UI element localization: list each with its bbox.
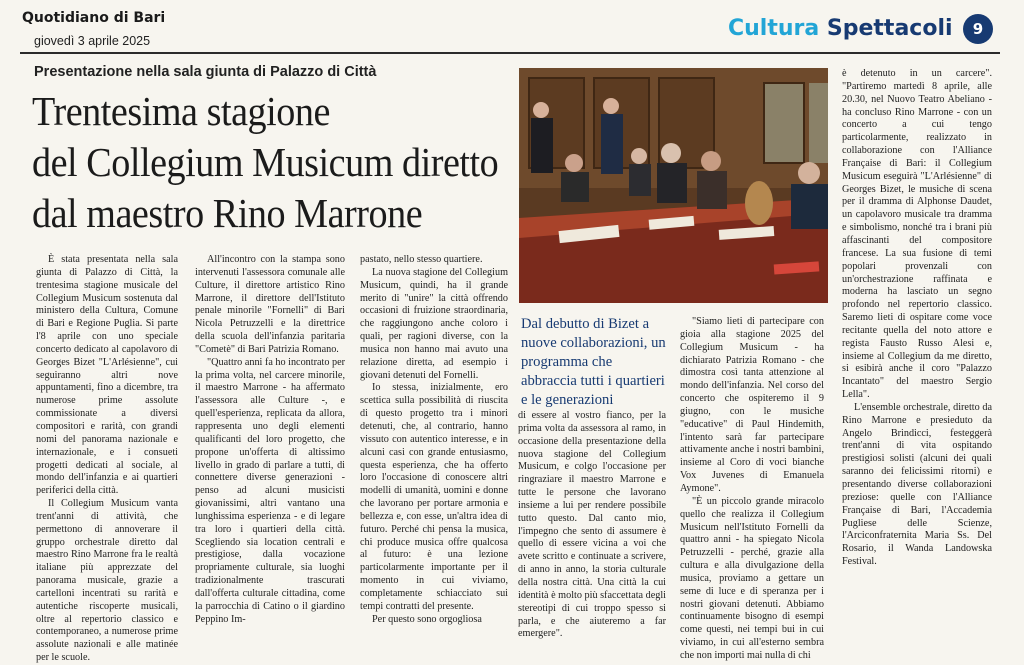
press-conference-photo — [519, 68, 828, 303]
article-column-6 — [842, 68, 992, 569]
paragraph: "Siamo lieti di partecipare con gioia alla stagione 2025 del Collegium Musicum - ha dichiarato Patrizia Romano - che dimostra così tanta attenzione al mondo dell'infanzia. Nel corso del concerto che ospiteremo il 9 giugno, con le musiche "educative" di Paul Hindemith, l'intento sarà far partecipare attivamente anche i nostri bambini, insieme al Coro di voci bianche Vox Juvenes di Emanuela Aymone". — [680, 316, 824, 494]
masthead-logo: Quotidiano di Bari — [22, 10, 166, 26]
article-column-2 — [195, 254, 345, 626]
paragraph: È stata presentata nella sala giunta di Palazzo di Città, la trentesima stagione musicale del Collegium Musicum sostenuta dal ministero della Cultura, Comune di Bari e Regione Puglia. Si parte l'8 aprile con uno speciale concerto dedicato al capolavoro di Georges Bizet "L'Arlésienne", cui seguiranno altri nove appuntamenti, fino a dicembre, tra numerose prime assolute commissionate a diversi compositori e rarità, con grandi nomi del panorama nazionale e internazionale, e i consueti progetti dedicati al sociale, al mondo dell'infanzia e ai quartieri periferici della città. — [36, 254, 178, 497]
paragraph: è detenuto in un carcere". "Partiremo martedì 8 aprile, alle 20.30, nel Nuovo Teatro Abeliano - ha concluso Rino Marrone - con un concerto a cui tengo particolarmente, realizzato in collaborazione con l'Alliance Française di Bari: il Collegium Musicum eseguirà "L'Arlésienne" di Georges Bizet, le musiche di scena per il dramma di Alphonse Daudet, un capolavoro musicale tra dramma e simbolismo, nonché tra i brani più affascinanti del compositore francese. La sua fusione di temi popolari provenzali con un'orchestrazione raffinata e moderna ha lasciato un segno profondo nel repertorio classico. Saremo lieti di ospitare come voce recitante quella del noto attore e regista Fausto Russo Alesi e, insieme al Collegium da me diretto, si esibirà anche il coro "Palazzo Incantato" del maestro Sergio Lella". — [842, 68, 992, 401]
article-column-4 — [518, 410, 666, 641]
paragraph: "È un piccolo grande miracolo quello che realizza il Collegium Musicum nell'Istituto Fornelli da quattro anni - ha spiegato Nicola Petruzzelli - perché, grazie alla cultura e alla divulgazione della musica, proviamo a gettare un seme di luce e di speranza per i nostri giovani detenuti. Abbiamo continuamente bisogno di esempi come questi, nei tempi bui in cui viviamo, in cui all'esterno sembra che non importi mai nulla di chi — [680, 495, 824, 661]
paragraph: di essere al vostro fianco, per la prima volta da assessora al ramo, in occasione della presentazione della nuova stagione del Collegium Musicum, e colgo l'occasione per ringraziare il maestro Marrone e tutte le persone che lavorano insieme a lui per rendere possibile tutto questo. Dal canto mio, l'impegno che sento di assumere è quello di essere vicina a voi che avete scritto e continuate a scrivere, di anno in anno, la storia culturale della nostra città. Una città la cui identità è molto più sfaccettata degli stereotipi di cui troppo spesso si parla, e che aiuteremo a far emergere". — [518, 410, 666, 640]
article-column-1 — [36, 254, 178, 665]
paragraph: All'incontro con la stampa sono intervenuti l'assessora comunale alle Culture, il direttore artistico Rino Marrone, il direttore dell'Istituto penale minorile "Fornelli" di Bari Nicola Petruzzelli e la direttrice della scuola dell'infanzia paritaria "Cometè" di Bari Patrizia Romano. — [195, 254, 345, 355]
page-number-badge: 9 — [963, 14, 993, 44]
photo-caption: Dal debutto di Bizet a nuove collaborazioni, un programma che abbraccia tutti i quartieri e le generazioni — [521, 316, 666, 408]
paragraph: pastato, nello stesso quartiere. — [360, 254, 483, 265]
article-headline — [32, 86, 512, 239]
paragraph: Per questo sono orgogliosa — [372, 613, 482, 625]
headline-line: del Collegium Musicum diretto — [32, 139, 499, 185]
section-title — [728, 16, 953, 41]
article-column-5 — [680, 316, 824, 663]
header-divider — [20, 52, 1000, 54]
paragraph: Io stessa, inizialmente, ero scettica sulla possibilità di riuscita di questo progetto tra i minori detenuti, che, al contrario, hanno vissuto con autentico interesse, e in alcuni casi con grande entusiasmo, questa esperienza, che ha offerto loro l'occasione di conoscere altri modelli di umanità, uomini e donne che lavorano per portare armonia e bellezza e, con esse, un'altra idea di futuro. Perché chi pensa la musica, chi produce musica offre qualcosa al futuro: è una lezione particolarmente importante per il momento in cui viviamo, completamente schiacciato sui tempi contratti del presente. — [360, 382, 508, 612]
article-kicker: Presentazione nella sala giunta di Palazzo di Città — [34, 64, 377, 80]
section-title-part1: Cultura — [728, 16, 820, 41]
paragraph: Il Collegium Musicum vanta trent'anni di attività, che permettono di annoverare il gruppo orchestrale diretto dal maestro Rino Marrone fra le realtà italiane più apprezzate del panorama musicale, grazie a cartelloni incentrati su rarità e autentiche riscoperte musicali, oltre al repertorio classico e contemporaneo, a numerose prime assolute nazionali e alle matinée per le scuole. — [36, 498, 178, 664]
issue-date: giovedì 3 aprile 2025 — [34, 34, 151, 48]
paragraph: La nuova stagione del Collegium Musicum, quindi, ha il grande merito di "unire" la città offrendo occasioni di fruizione straordinaria, che raggiungono anche coloro i quali, per ragioni diverse, con la musica non hanno mai avuto una relazione diretta, ad esempio i giovani detenuti del Fornelli. — [360, 266, 508, 381]
headline-line: dal maestro Rino Marrone — [32, 190, 423, 236]
headline-line: Trentesima stagione — [32, 88, 330, 134]
paragraph: L'ensemble orchestrale, diretto da Rino Marrone e presieduto da Angelo Brindicci, festeggerà trent'anni di vita ospitando prestigiosi solisti (alcuni dei quali saranno dei felicissimi ritorni) e presentando diverse collaborazioni preziose: quelle con l'Alliance Française di Bari, l'Accademia Pugliese delle Scienze, l'Arciconfraternita Maria Ss. Del Rosario, il Wanda Landowska Festival. — [842, 401, 992, 568]
article-column-3 — [360, 254, 508, 626]
paragraph: "Quattro anni fa ho incontrato per la prima volta, nel carcere minorile, il maestro Marrone - ha affermato l'assessora alle Culture -, e quell'esperienza, replicata da allora, rappresenta uno degli elementi qualificanti del loro progetto, che propone un'offerta di altissimo livello in grado di parlare a tutti, di connettere diverse generazioni - penso ad alcuni musicisti giovanissimi, altri vantano una lunghissima esperienza - e di legare tra loro i quartieri della città. Scegliendo sia location centrali e prestigiose, dalla vocazione propriamente culturale, sia luoghi tradizionalmente trascurati dall'offerta culturale cittadina, come la parrocchia di Catino o il giardino Peppino Im- — [195, 356, 345, 625]
section-title-part2: Spettacoli — [826, 16, 953, 41]
